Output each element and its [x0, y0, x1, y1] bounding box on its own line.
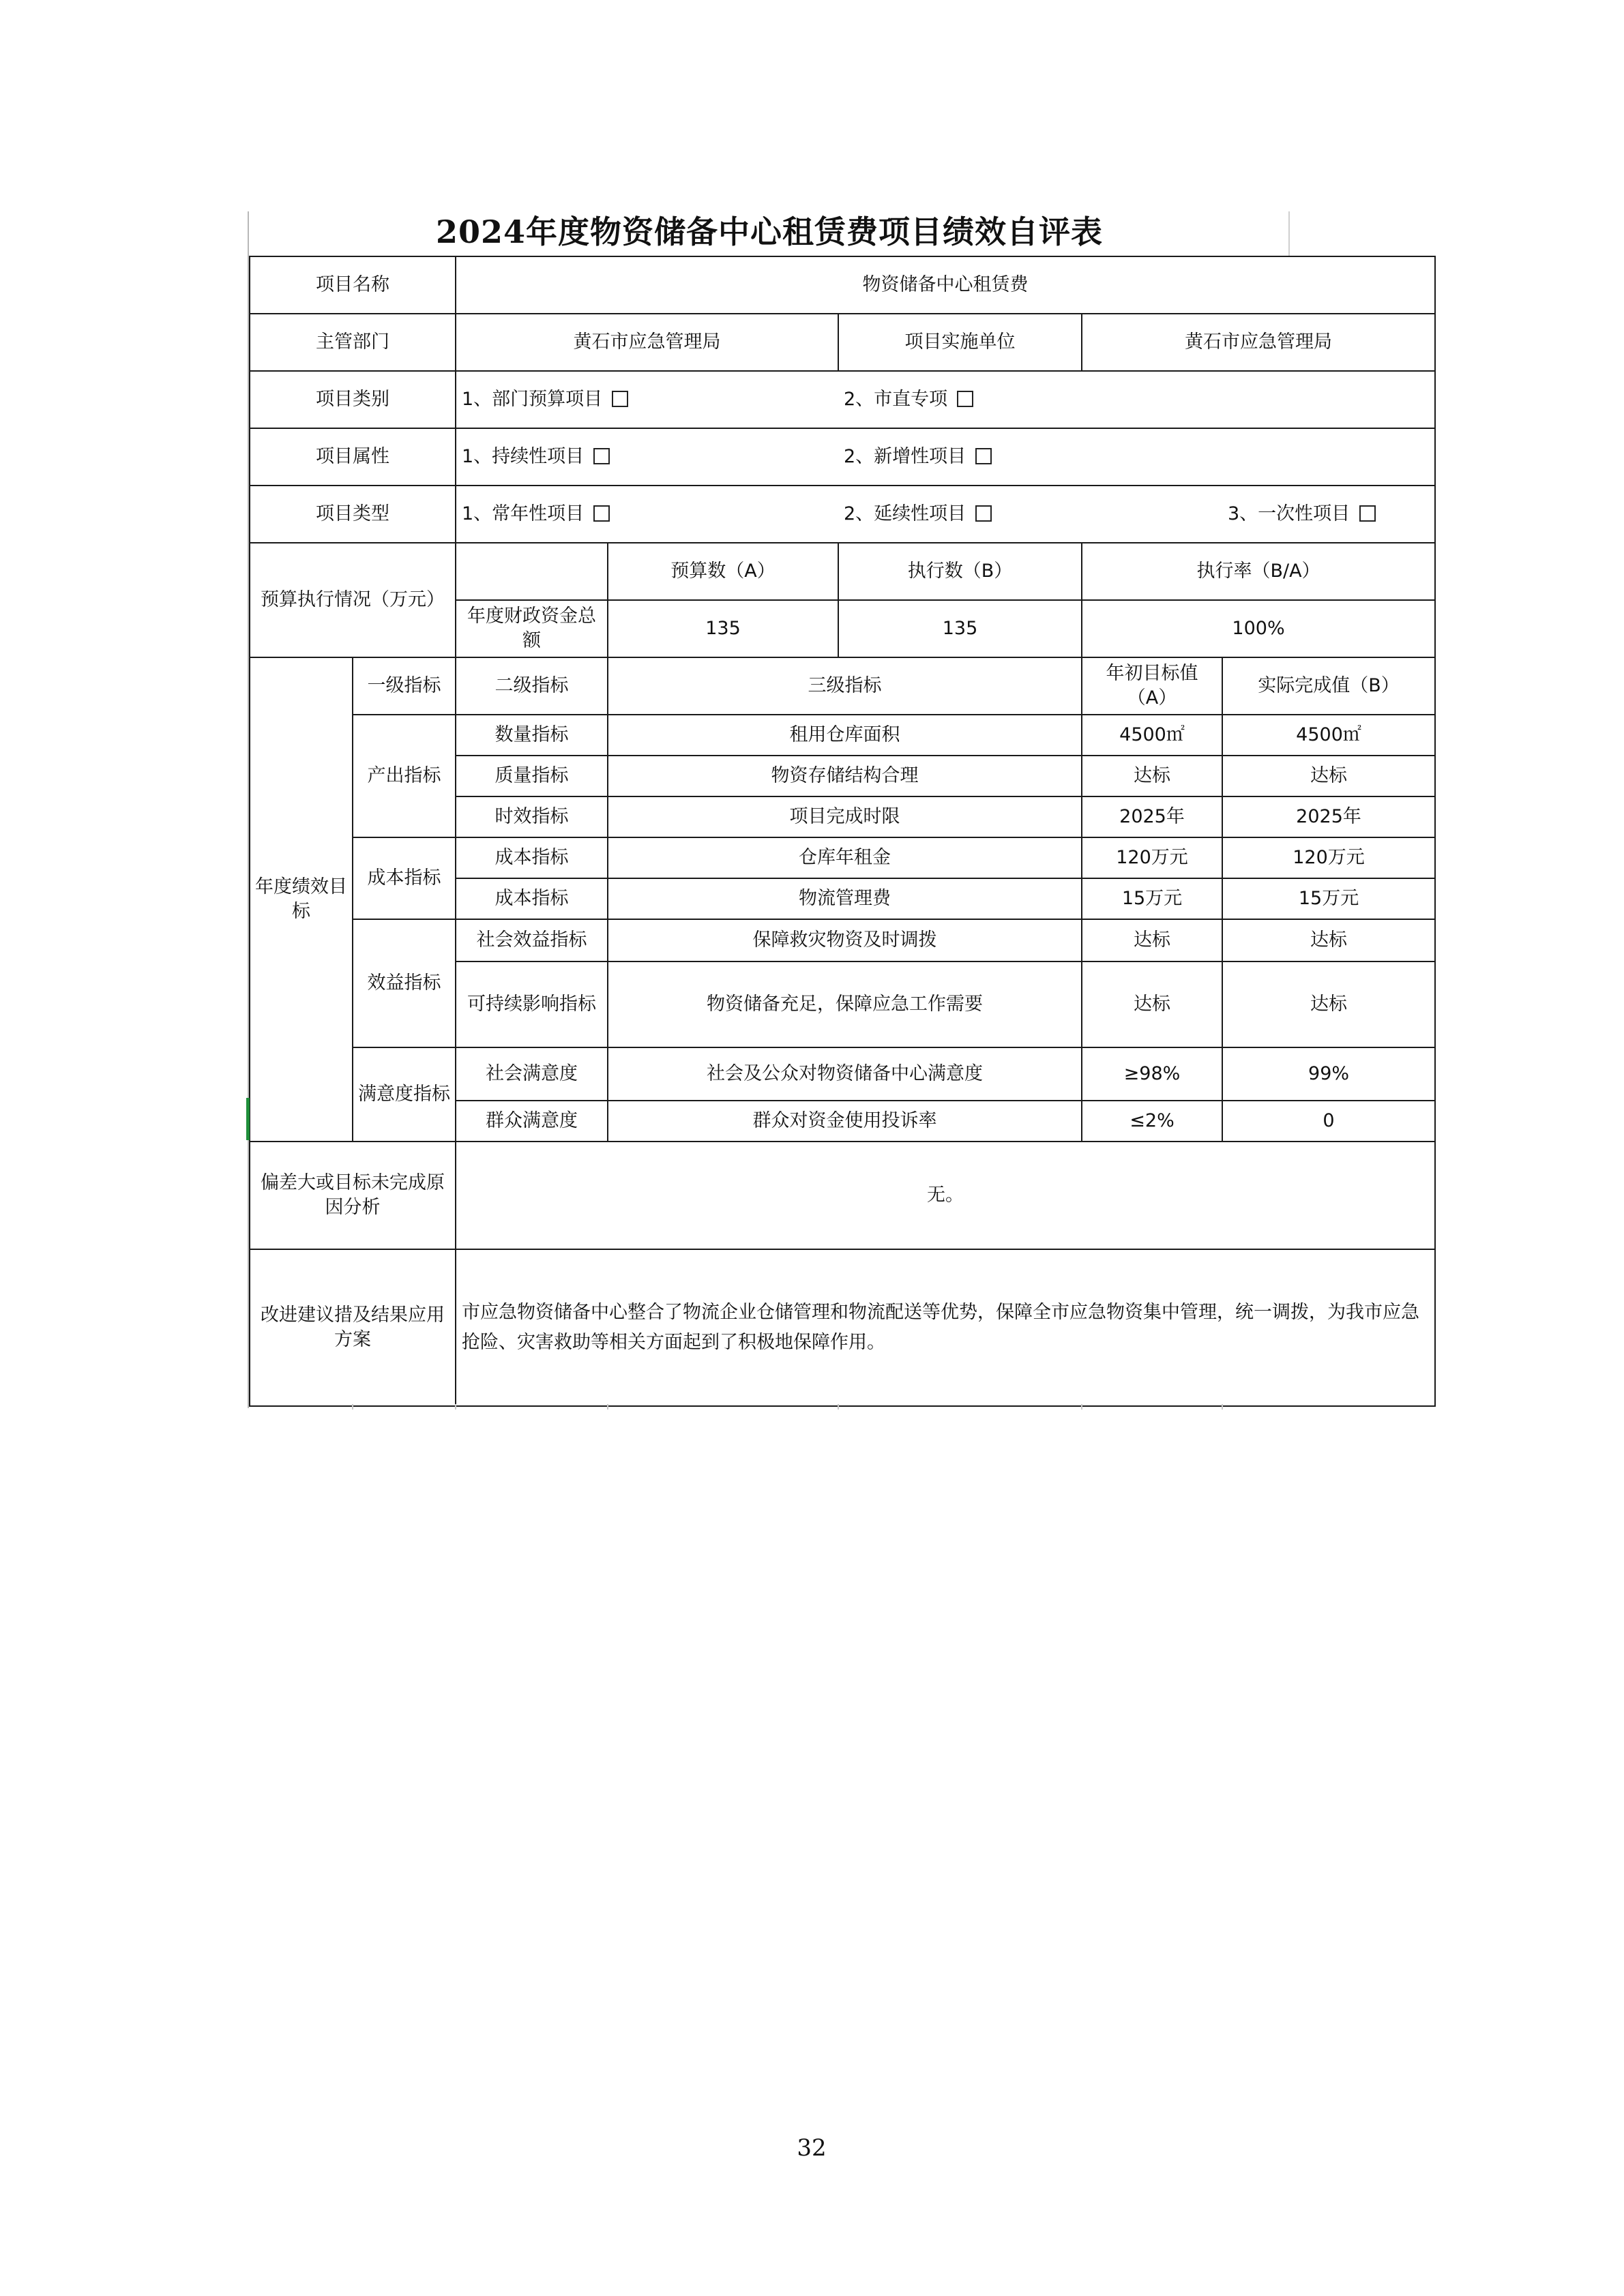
page-number: 32	[797, 2134, 827, 2162]
type-option-3	[1222, 486, 1435, 543]
perf-group-benefit: 效益指标	[353, 919, 456, 1047]
budget-row-label: 年度财政资金总额	[456, 600, 608, 657]
perf-header-l2: 二级指标	[456, 657, 608, 715]
perf-l3: 社会及公众对物资储备中心满意度	[608, 1047, 1082, 1101]
perf-l2: 成本指标	[456, 837, 608, 878]
perf-l2: 可持续影响指标	[456, 961, 608, 1047]
perf-actual: 0	[1222, 1101, 1435, 1142]
perf-l3: 租用仓库面积	[608, 715, 1082, 756]
perf-l2: 群众满意度	[456, 1101, 608, 1142]
checkbox-icon	[612, 391, 628, 407]
budget-empty-cell	[456, 543, 608, 600]
checkbox-icon	[1359, 505, 1376, 522]
perf-actual: 2025年	[1222, 796, 1435, 837]
perf-actual: 达标	[1222, 756, 1435, 796]
perf-actual: 4500㎡	[1222, 715, 1435, 756]
perf-target: 达标	[1082, 919, 1222, 961]
perf-target: 15万元	[1082, 878, 1222, 919]
budget-header-a: 预算数（A）	[608, 543, 838, 600]
category-option-1-text: 1、部门预算项目	[462, 389, 603, 410]
perf-group-cost: 成本指标	[353, 837, 456, 919]
grid-tick	[607, 1404, 608, 1410]
type-option-1	[456, 486, 838, 543]
improvement-value: 市应急物资储备中心整合了物流企业仓储管理和物流配送等优势，保障全市应急物资集中管理，统一调拨，为我市应急抢险、灾害救助等相关方面起到了积极地保障作用。	[456, 1249, 1435, 1406]
perf-group-satisfaction: 满意度指标	[353, 1047, 456, 1142]
perf-target: ≤2%	[1082, 1101, 1222, 1142]
type-option-2-text: 2、延续性项目	[844, 503, 966, 524]
budget-header-rate: 执行率（B/A）	[1082, 543, 1435, 600]
project-name-row	[250, 256, 1435, 314]
type-option-3-text: 3、一次性项目	[1228, 503, 1350, 524]
perf-l3: 保障救灾物资及时调拨	[608, 919, 1082, 961]
impl-unit-label: 项目实施单位	[838, 314, 1082, 371]
perf-l3: 群众对资金使用投诉率	[608, 1101, 1082, 1142]
project-name-value: 物资储备中心租赁费	[456, 256, 1435, 314]
perf-l2: 社会效益指标	[456, 919, 608, 961]
checkbox-icon	[957, 391, 973, 407]
category-label: 项目类别	[250, 371, 456, 428]
performance-table	[249, 256, 1436, 1407]
budget-value-rate: 100%	[1082, 600, 1435, 657]
grid-tick	[455, 1404, 456, 1410]
perf-l3: 物流管理费	[608, 878, 1082, 919]
attribute-row	[250, 428, 1435, 486]
deviation-label: 偏差大或目标未完成原因分析	[250, 1142, 456, 1249]
deviation-value: 无。	[456, 1142, 1435, 1249]
grid-tick	[1081, 1404, 1082, 1410]
document-title: 2024年度物资储备中心租赁费项目绩效自评表	[435, 213, 1104, 250]
perf-group-output: 产出指标	[353, 715, 456, 837]
improvement-label: 改进建议措及结果应用方案	[250, 1249, 456, 1406]
perf-l3: 物资储备充足，保障应急工作需要	[608, 961, 1082, 1047]
type-label: 项目类型	[250, 486, 456, 543]
perf-actual: 15万元	[1222, 878, 1435, 919]
footer-grid-ticks	[249, 1404, 1290, 1410]
perf-target: 4500㎡	[1082, 715, 1222, 756]
perf-l3: 物资存储结构合理	[608, 756, 1082, 796]
perf-l2: 数量指标	[456, 715, 608, 756]
checkbox-icon	[593, 448, 610, 464]
perf-l3: 仓库年租金	[608, 837, 1082, 878]
green-cell-marker	[246, 1098, 250, 1140]
perf-actual: 99%	[1222, 1047, 1435, 1101]
budget-value-a: 135	[608, 600, 838, 657]
department-row	[250, 314, 1435, 371]
perf-label: 年度绩效目标	[250, 657, 353, 1142]
category-option-1	[456, 371, 838, 428]
perf-row	[250, 919, 1435, 961]
budget-header-row	[250, 543, 1435, 600]
perf-target: 120万元	[1082, 837, 1222, 878]
perf-row	[250, 1047, 1435, 1101]
perf-actual: 120万元	[1222, 837, 1435, 878]
impl-unit-value: 黄石市应急管理局	[1082, 314, 1435, 371]
checkbox-icon	[975, 448, 992, 464]
grid-tick	[1222, 1404, 1223, 1410]
deviation-row	[250, 1142, 1435, 1249]
department-value: 黄石市应急管理局	[456, 314, 838, 371]
right-edge-line	[1288, 211, 1290, 256]
budget-value-b: 135	[838, 600, 1082, 657]
perf-l2: 成本指标	[456, 878, 608, 919]
improvement-row	[250, 1249, 1435, 1406]
grid-tick	[838, 1404, 839, 1410]
budget-header-b: 执行数（B）	[838, 543, 1082, 600]
category-row	[250, 371, 1435, 428]
perf-l2: 质量指标	[456, 756, 608, 796]
perf-l2: 社会满意度	[456, 1047, 608, 1101]
category-option-2-text: 2、市直专项	[844, 389, 948, 410]
perf-row	[250, 715, 1435, 756]
perf-header-l1: 一级指标	[353, 657, 456, 715]
perf-header-row	[250, 657, 1435, 715]
perf-header-l3: 三级指标	[608, 657, 1082, 715]
attribute-option-1-text: 1、持续性项目	[462, 446, 585, 467]
perf-target: 2025年	[1082, 796, 1222, 837]
attribute-option-1	[456, 428, 838, 486]
type-option-1-text: 1、常年性项目	[462, 503, 585, 524]
perf-actual: 达标	[1222, 961, 1435, 1047]
checkbox-icon	[975, 505, 992, 522]
department-label: 主管部门	[250, 314, 456, 371]
grid-tick	[352, 1404, 353, 1410]
budget-label: 预算执行情况（万元）	[250, 543, 456, 657]
project-name-label: 项目名称	[250, 256, 456, 314]
perf-header-target: 年初目标值（A）	[1082, 657, 1222, 715]
perf-target: ≥98%	[1082, 1047, 1222, 1101]
type-row	[250, 486, 1435, 543]
attribute-option-2	[838, 428, 1435, 486]
checkbox-icon	[593, 505, 610, 522]
perf-l3: 项目完成时限	[608, 796, 1082, 837]
perf-actual: 达标	[1222, 919, 1435, 961]
perf-target: 达标	[1082, 961, 1222, 1047]
perf-l2: 时效指标	[456, 796, 608, 837]
perf-row	[250, 837, 1435, 878]
attribute-option-2-text: 2、新增性项目	[844, 446, 966, 467]
attribute-label: 项目属性	[250, 428, 456, 486]
type-option-2	[838, 486, 1222, 543]
category-option-2	[838, 371, 1435, 428]
perf-target: 达标	[1082, 756, 1222, 796]
perf-header-actual: 实际完成值（B）	[1222, 657, 1435, 715]
